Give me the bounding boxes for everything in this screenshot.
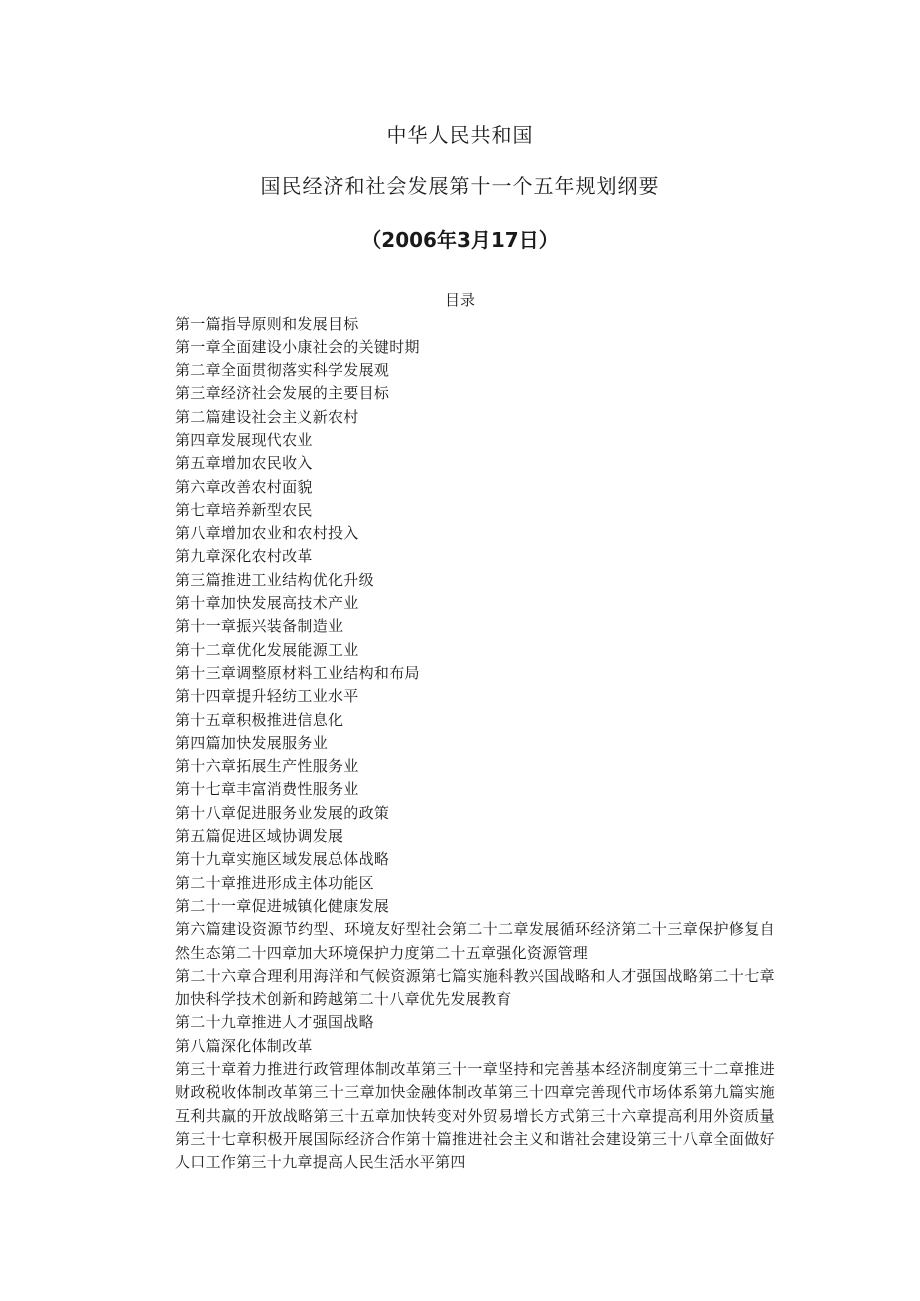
toc-entry: 第五篇促进区域协调发展: [175, 827, 344, 846]
toc-entry: 第八篇深化体制改革: [175, 1036, 313, 1055]
toc-entry: 第二十六章合理利用海洋和气候资源第七篇实施科教兴国战略和人才强国战略第二十七章加快科学技术创新和跨越第二十八章优先发展教育: [175, 966, 775, 1009]
toc-entry: 第二十九章推进人才强国战略: [175, 1013, 374, 1032]
toc-entry: 第十四章提升轻纺工业水平: [175, 687, 359, 706]
toc-entry: 第二十一章促进城镇化健康发展: [175, 896, 390, 915]
toc-entry: 第七章培养新型农民: [175, 500, 313, 519]
toc-entry: 第十九章实施区域发展总体战略: [175, 850, 390, 869]
toc-entry: 第六篇建设资源节约型、环境友好型社会第二十二章发展循环经济第二十三章保护修复自然生态第二十四章加大环境保护力度第二十五章强化资源管理: [175, 920, 775, 962]
toc-entry: 第二十章推进形成主体功能区: [175, 873, 374, 892]
toc-entry: 第十二章优化发展能源工业: [175, 640, 359, 659]
toc-entry: 第二篇建设社会主义新农村: [175, 407, 359, 426]
toc-entry: 第五章增加农民收入: [175, 454, 313, 473]
toc-entry: 第十章加快发展高技术产业: [175, 594, 359, 613]
toc-entry: 第十八章促进服务业发展的政策: [175, 803, 390, 822]
toc-entry: 第四篇加快发展服务业: [175, 733, 329, 752]
toc-entry: 第二章全面贯彻落实科学发展观: [175, 361, 390, 380]
toc-entry: 第四章发展现代农业: [175, 430, 313, 449]
toc-entry: 第八章增加农业和农村投入: [175, 524, 359, 543]
toc-entry: 第六章改善农村面貌: [175, 477, 313, 496]
toc-entry: 第三章经济社会发展的主要目标: [175, 384, 390, 403]
document-date: （2006年3月17日）: [361, 228, 559, 252]
toc-entry: 第一篇指导原则和发展目标: [175, 314, 359, 333]
toc-entry: 第九章深化农村改革: [175, 547, 313, 566]
toc-entry: 第十一章振兴装备制造业: [175, 617, 344, 636]
document-title-line2: 国民经济和社会发展第十一个五年规划纲要: [260, 174, 660, 198]
toc-entry: 第十七章丰富消费性服务业: [175, 780, 359, 799]
document-title-line1: 中华人民共和国: [386, 123, 534, 147]
toc-entry: 第三篇推进工业结构优化升级: [175, 570, 374, 589]
toc-heading: 目录: [444, 291, 475, 309]
toc-entry: 第三十章着力推进行政管理体制改革第三十一章坚持和完善基本经济制度第三十二章推进财政税收体制改革第三十三章加快金融体制改革第三十四章完善现代市场体系第九篇实施互利共赢的开放战略第三十五章加快转变对外贸易增长方式第三十六章提高利用外资质量第三十七章积极开展国际经济合作第十篇推进社会主义和谐社会建设第三十八章全面做好人口工作第三十九章提高人民生活水平第四: [175, 1060, 775, 1172]
toc-entry: 第十五章积极推进信息化: [175, 710, 344, 729]
toc-entry: 第十三章调整原材料工业结构和布局: [175, 663, 420, 682]
table-of-contents: [175, 313, 775, 1175]
toc-entry: 第一章全面建设小康社会的关键时期: [175, 337, 420, 356]
toc-entry: 第十六章拓展生产性服务业: [175, 757, 359, 776]
